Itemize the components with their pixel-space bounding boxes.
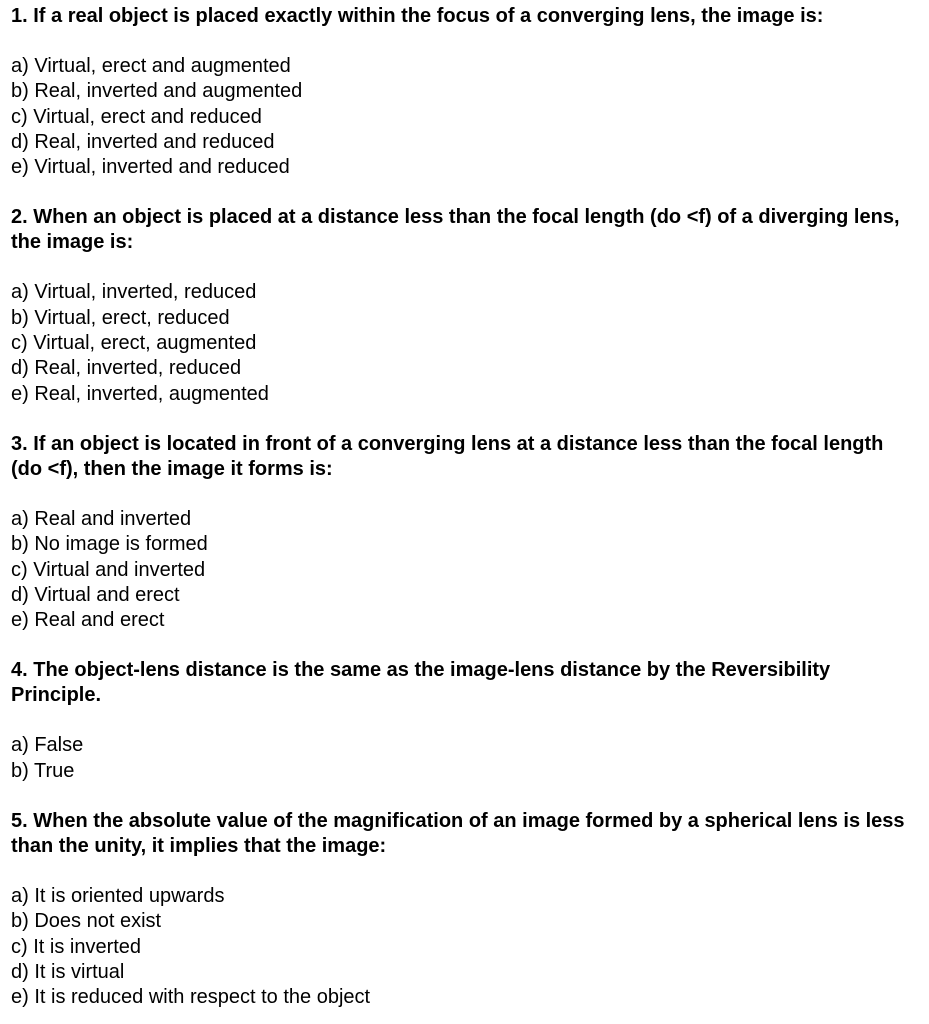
- question-1-option-d: d) Real, inverted and reduced: [11, 130, 275, 153]
- question-3: [11, 432, 919, 633]
- question-1-option-e: e) Virtual, inverted and reduced: [11, 156, 290, 179]
- question-3-text: 3. If an object is located in front of a converging lens at a distance less than the focal length (do <f), then the image it forms is:: [11, 432, 884, 480]
- question-3-option-c: c) Virtual and inverted: [11, 558, 206, 581]
- question-1-option-c: c) Virtual, erect and reduced: [11, 105, 262, 128]
- question-2-options: [11, 280, 919, 406]
- question-2: [11, 205, 919, 406]
- question-5-option-b: b) Does not exist: [11, 910, 162, 933]
- question-3-option-d: d) Virtual and erect: [11, 583, 180, 606]
- question-5-text: 5. When the absolute value of the magnification of an image formed by a spherical lens is less than the unity, it implies that the image:: [11, 810, 905, 858]
- question-2-option-a: a) Virtual, inverted, reduced: [11, 281, 257, 304]
- question-1-options: [11, 54, 919, 180]
- question-1-option-a: a) Virtual, erect and augmented: [11, 55, 291, 77]
- question-5-option-e: e) It is reduced with respect to the object: [11, 986, 371, 1009]
- question-1-text: 1. If a real object is placed exactly within the focus of a converging lens, the image is:: [11, 5, 824, 27]
- question-4-options: [11, 733, 919, 784]
- question-5-options: [11, 884, 919, 1010]
- question-2-option-d: d) Real, inverted, reduced: [11, 357, 242, 380]
- question-3-option-e: e) Real and erect: [11, 609, 165, 632]
- question-1: [11, 4, 919, 180]
- question-2-text: 2. When an object is placed at a distance less than the focal length (do <f) of a diverging lens, the image is:: [11, 206, 900, 254]
- question-3-options: [11, 507, 919, 633]
- question-4-text: 4. The object-lens distance is the same as the image-lens distance by the Reversibility Principle.: [11, 659, 831, 707]
- question-4-option-a: a) False: [11, 734, 84, 757]
- question-5: [11, 809, 919, 1010]
- question-2-option-c: c) Virtual, erect, augmented: [11, 332, 257, 355]
- question-5-option-c: c) It is inverted: [11, 935, 142, 958]
- question-5-option-d: d) It is virtual: [11, 960, 125, 983]
- question-4: [11, 658, 919, 784]
- question-3-option-a: a) Real and inverted: [11, 507, 192, 530]
- question-2-option-b: b) Virtual, erect, reduced: [11, 306, 230, 329]
- question-5-option-a: a) It is oriented upwards: [11, 885, 225, 908]
- question-2-option-e: e) Real, inverted, augmented: [11, 382, 269, 405]
- question-1-option-b: b) Real, inverted and augmented: [11, 80, 303, 103]
- question-3-option-b: b) No image is formed: [11, 533, 208, 556]
- question-4-option-b: b) True: [11, 759, 75, 782]
